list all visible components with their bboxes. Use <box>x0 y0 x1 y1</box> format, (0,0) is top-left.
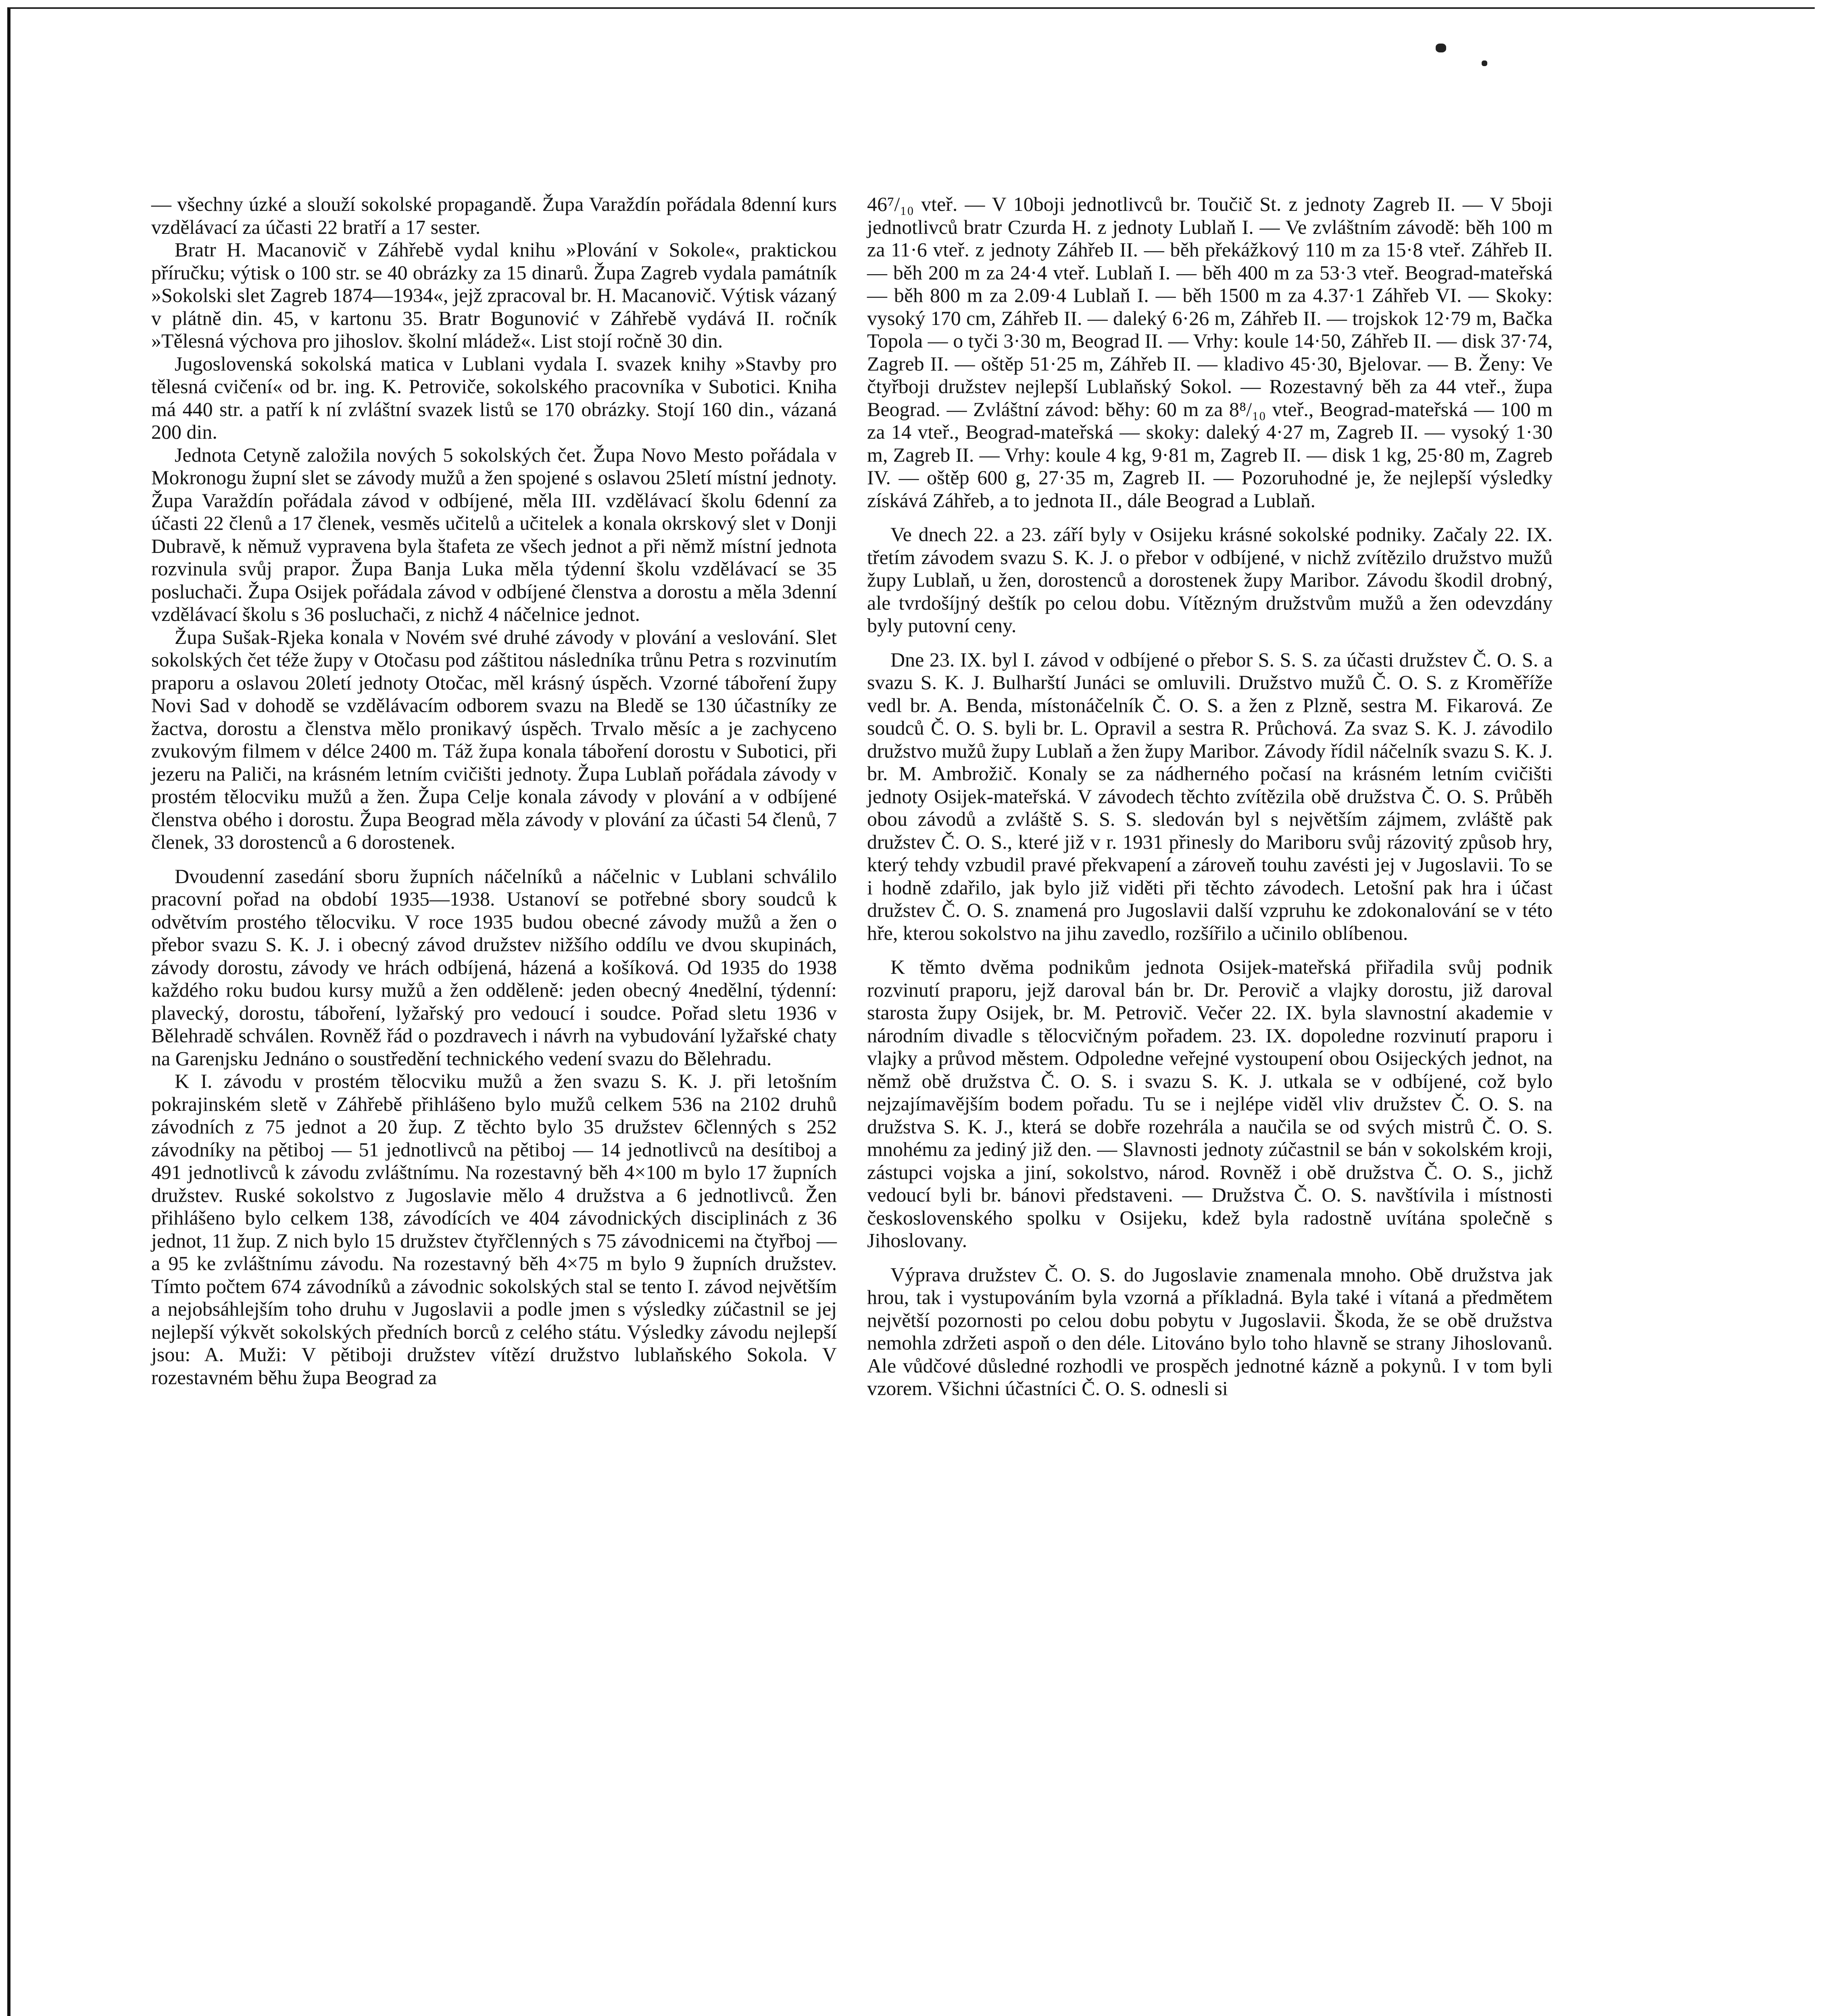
paragraph: Výprava družstev Č. O. S. do Jugoslavie znamenala mnoho. Obě družstva jak hrou, tak i vystupováním byla vzorná a příkladná. Byla také i vítaná a předmětem největší pozornosti po celou dobu pobytu v Jugoslavii. Škoda, že se obě družstva nemohla zdržeti aspoň o den déle. Litováno bylo toho hlavně se strany Jihoslovanů. Ale vůdčové důsledné rozhodli ve prospěch jednotné kázně a pokynů. I v tom byli vzorem. Všichni účastníci Č. O. S. odnesli si <box>867 1263 1553 1400</box>
paragraph: Dvoudenní zasedání sboru župních náčelníků a náčelnic v Lublani schválilo pracovní pořad na období 1935—1938. Ustanoví se potřebné sbory soudců k odvětvím prostého tělocviku. V roce 1935 budou obecné závody mužů a žen o přebor svazu S. K. J. i obecný závod družstev nižšího oddílu ve dvou skupinách, závody dorostu, závody ve hrách odbíjená, házená a košíková. Od 1935 do 1938 každého roku budou kursy mužů a žen odděleně: jeden obecný 4nedělní, týdenní: plavecký, dorostu, táboření, lyžařský pro vedoucí i soudce. Pořad sletu 1936 v Bělehradě schválen. Rovněž řád o pozdravech i návrh na vybudování lyžařské chaty na Garenjsku Jednáno o soustředění technického vedení svazu do Bělehradu. <box>151 864 837 1070</box>
paragraph: Dne 23. IX. byl I. závod v odbíjené o přebor S. S. S. za účasti družstev Č. O. S. a svazu S. K. J. Bulharští Junáci se omluvili. Družstvo mužů Č. O. S. z Kroměříže vedl br. A. Benda, místonáčelník Č. O. S. a žen z Plzně, sestra M. Fikarová. Ze soudců Č. O. S. byli br. L. Opravil a sestra R. Průchová. Za svaz S. K. J. závodilo družstvo mužů župy Lublaň a žen župy Maribor. Závody řídil náčelník svazu S. K. J. br. M. Ambrožič. Konaly se za nádherného počasí na krásném letním cvičišti jednoty Osijek-mateřská. V závodech těchto zvítězila obě družstva Č. O. S. Průběh obou závodů a zvláště S. S. S. sledován byl s největším zájmem, zvláště pak družstev Č. O. S., které již v r. 1931 přinesly do Mariboru svůj rázovitý způsob hry, který tehdy vzbudil pravé překvapení a zároveň touhu zavésti jej v Jugoslavii. To se i hodně zdařilo, jak bylo již viděti při těchto závodech. Letošní pak hra i účast družstev Č. O. S. znamená pro Jugoslavii další vzpruhu ke zdokonalování se v této hře, kterou sokolstvo na jihu zavedlo, rozšířilo a učinilo oblíbenou. <box>867 648 1553 944</box>
paragraph: — všechny úzké a slouží sokolské propagandě. Župa Varaždín pořádala 8denní kurs vzdělávací za účasti 22 bratří a 17 sester. <box>151 193 837 238</box>
paragraph: 46⁷/₁₀ vteř. — V 10boji jednotlivců br. Toučič St. z jednoty Zagreb II. — V 5boji jednotlivců bratr Czurda H. z jednoty Lublaň I. — Ve zvláštním závodě: běh 100 m za 11·6 vteř. z jednoty Záhřeb II. — běh překážkový 110 m za 15·8 vteř. Záhřeb II. — běh 200 m za 24·4 vteř. Lublaň I. — běh 400 m za 53·3 vteř. Beograd-mateřská — běh 800 m za 2.09·4 Lublaň I. — běh 1500 m za 4.37·1 Záhřeb VI. — Skoky: vysoký 170 cm, Záhřeb II. — daleký 6·26 m, Záhřeb II. — trojskok 12·79 m, Bačka Topola — o tyči 3·30 m, Beograd II. — Vrhy: koule 14·50, Záhřeb II. — disk 37·74, Zagreb II. — oštěp 51·25 m, Záhřeb II. — kladivo 45·30, Bjelovar. — B. Ženy: Ve čtyřboji družstev nejlepší Lublaňský Sokol. — Rozestavný běh za 44 vteř., župa Beograd. — Zvláštní závod: běhy: 60 m za 8⁸/₁₀ vteř., Beograd-mateřská — 100 m za 14 vteř., Beograd-mateřská — skoky: daleký 4·27 m, Zagreb II. — vysoký 1·30 m, Zagreb II. — Vrhy: koule 4 kg, 9·81 m, Zagreb II. — disk 1 kg, 25·80 m, Zagreb IV. — oštěp 600 g, 27·35 m, Zagreb II. — Pozoruhodné je, že nejlepší výsledky získává Záhřeb, a to jednota II., dále Beograd a Lublaň. <box>867 193 1553 512</box>
paragraph: Župa Sušak-Rjeka konala v Novém své druhé závody v plování a veslování. Slet sokolských čet téže župy v Otočasu pod záštitou následníka trůnu Petra s rozvinutím praporu a oslavou 20letí jednoty Otočac, měl krásný úspěch. Vzorné táboření župy Novi Sad v dohodě se vzdělávacím odborem svazu na Bledě se 130 účastníky ze žactva, dorostu a členstva mělo pronikavý úspěch. Trvalo měsíc a je zachyceno zvukovým filmem v délce 2400 m. Táž župa konala táboření dorostu v Subotici, při jezeru na Paliči, na krásném letním cvičišti jednoty. Župa Lublaň pořádala závody v prostém tělocviku mužů a žen. Župa Celje konala závody v plování a v odbíjené členstva obého i dorostu. Župa Beograd měla závody v plování za účasti 54 členů, 7 členek, 33 dorostenců a 6 dorostenek. <box>151 625 837 853</box>
scan-speck <box>1436 44 1446 52</box>
paragraph: Jugoslovenská sokolská matica v Lublani vydala I. svazek knihy »Stavby pro tělesná cvičení« od br. ing. K. Petroviče, sokolského pracovníka v Subotici. Kniha má 440 str. a patří k ní zvláštní svazek listů se 170 obrázky. Stojí 160 din., vázaná 200 din. <box>151 352 837 443</box>
paragraph: Ve dnech 22. a 23. září byly v Osijeku krásné sokolské podniky. Začaly 22. IX. třetím závodem svazu S. K. J. o přebor v odbíjené, v nichž zvítězilo družstvo mužů župy Lublaň, u žen, dorostenců a dorostenek župy Maribor. Závodu škodil drobný, ale tvrdošíjný deštík po celou dobu. Vítězným družstvům mužů a žen odevzdány byly putovní ceny. <box>867 523 1553 637</box>
right-column <box>867 193 1553 1400</box>
paragraph: K těmto dvěma podnikům jednota Osijek-mateřská přiřadila svůj podnik rozvinutí praporu, jejž daroval bán br. Dr. Perovič a vlajky dorostu, již daroval starosta župy Osijek, br. M. Petrovič. Večer 22. IX. byla slavnostní akademie v národním divadle s tělocvičným pořadem. 23. IX. dopoledne rozvinutí praporu i vlajky a průvod městem. Odpoledne veřejné vystoupení obou Osijeckých jednot, na němž obě družstva Č. O. S. i svazu S. K. J. utkala se v odbíjené, což bylo nejzajímavějším bodem pořadu. Tu se i nejlépe viděl vliv družstev Č. O. S. na družstva S. K. J., která se dobře rozehrála a naučila se od svých mistrů Č. O. S. mnohému za jediný již den. — Slavnosti jednoty zúčastnil se bán v sokolském kroji, zástupci vojska a jiní, sokolstvo, národ. Rovněž i obě družstva Č. O. S., jichž vedoucí byli br. bánovi představeni. — Družstva Č. O. S. navštívila i místnosti československého spolku v Osijeku, kdež byla radostně uvítána společně s Jihoslovany. <box>867 956 1553 1252</box>
left-column <box>151 193 837 1389</box>
paragraph: Bratr H. Macanovič v Záhřebě vydal knihu »Plování v Sokole«, praktickou příručku; výtisk o 100 str. se 40 obrázky za 15 dinarů. Župa Zagreb vydala památník »Sokolski slet Zagreb 1874—1934«, jejž zpracoval br. H. Macanovič. Výtisk vázaný v plátně din. 45, v kartonu 35. Bratr Bogunović v Záhřebě vydává II. ročník »Tělesná výchova pro jihoslov. školní mládež«. List stojí ročně 30 din. <box>151 238 837 352</box>
paragraph: K I. závodu v prostém tělocviku mužů a žen svazu S. K. J. při letošním pokrajinském sletě v Záhřebě přihlášeno bylo mužů celkem 536 na 2102 druhů závodních z 75 jednot a 20 žup. Z těchto bylo 35 družstev 6členných s 252 závodníky na pětiboj — 51 jednotlivců na pětiboj — 14 jednotlivců na desítiboj a 491 jednotlivců k závodu zvláštnímu. Na rozestavný běh 4×100 m bylo 17 župních družstev. Ruské sokolstvo z Jugoslavie mělo 4 družstva a 6 jednotlivců. Žen přihlášeno bylo celkem 138, závodících ve 404 závodnických disciplinách z 36 jednot, 11 žup. Z nich bylo 15 družstev čtyřčlenných s 75 závodnicemi na čtyřboj — a 95 ke zvláštnímu závodu. Na rozestavný běh 4×75 m bylo 9 župních družstev. Tímto počtem 674 závodníků a závodnic sokolských stal se tento I. závod největším a nejobsáhlejším toho druhu v Jugoslavii a podle jmen s výsledky zúčastnil se jej nejlepší výkvět sokolských předních borců z celého státu. Výsledky závodu nejlepší jsou: A. Muži: V pětiboji družstev vítězí družstvo lublaňského Sokola. V rozestavném běhu župa Beograd za <box>151 1070 837 1389</box>
paragraph: Jednota Cetyně založila nových 5 sokolských čet. Župa Novo Mesto pořádala v Mokronogu župní slet se závody mužů a žen spojené s oslavou 25letí místní jednoty. Župa Varaždín pořádala závod v odbíjené, měla III. vzdělávací školu 6denní za účasti 22 členů a 17 členek, vesměs učitelů a učitelek a konala okrskový slet v Donji Dubravě, k němuž vypravena byla štafeta ze všech jednot a při němž místní jednota rozvinula svůj prapor. Župa Banja Luka měla týdenní školu vzdělávací se 35 posluchači. Župa Osijek pořádala závod v odbíjené členstva a dorostu a měla 3denní vzdělávací školu s 36 posluchači, z nichž 4 náčelnice jednot. <box>151 443 837 625</box>
scan-speck <box>1482 60 1487 66</box>
